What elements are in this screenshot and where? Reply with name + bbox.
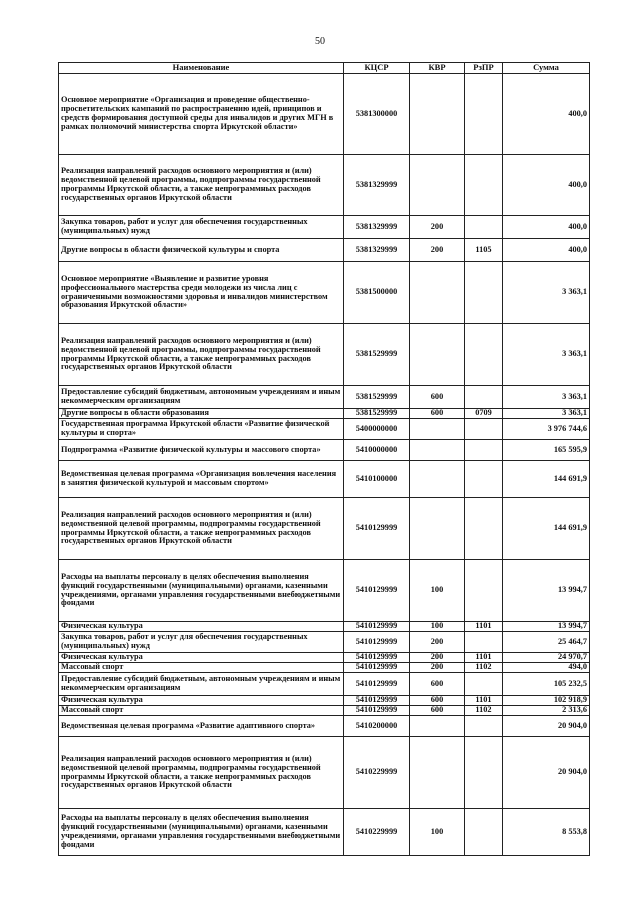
- table-body: [59, 74, 590, 856]
- row-sum: 144 691,9: [503, 461, 590, 498]
- budget-table: [58, 62, 590, 856]
- row-kvr: [410, 737, 465, 809]
- table-row: [59, 809, 590, 856]
- row-rzpr: [465, 74, 503, 155]
- row-code: 5410129999: [344, 498, 410, 560]
- table-row: [59, 653, 590, 663]
- table-row: [59, 262, 590, 324]
- row-name: Массовый спорт: [59, 706, 344, 716]
- header-kvr: КВР: [410, 63, 465, 74]
- row-code: 5381300000: [344, 74, 410, 155]
- table-row: [59, 737, 590, 809]
- row-code: 5400000000: [344, 419, 410, 440]
- row-name: Предоставление субсидий бюджетным, автономным учреждениям и иным некоммерческим организациям: [59, 673, 344, 696]
- row-code: 5410129999: [344, 696, 410, 706]
- row-sum: 3 363,1: [503, 386, 590, 409]
- row-name: Реализация направлений расходов основного мероприятия и (или) ведомственной целевой программы, подпрограммы государственной программы Иркутской области, а также непрограммных расходов государственных органов Иркутской области: [59, 737, 344, 809]
- row-kvr: 600: [410, 706, 465, 716]
- row-code: 5410100000: [344, 461, 410, 498]
- row-rzpr: 0709: [465, 409, 503, 419]
- row-code: 5381500000: [344, 262, 410, 324]
- row-sum: 400,0: [503, 74, 590, 155]
- row-name: Ведомственная целевая программа «Развитие адаптивного спорта»: [59, 716, 344, 737]
- row-rzpr: [465, 673, 503, 696]
- row-sum: 8 553,8: [503, 809, 590, 856]
- header-sum: Сумма: [503, 63, 590, 74]
- row-name: Основное мероприятие «Организация и проведение общественно-просветительских кампаний по распространению идей, принципов и средств формирования доступной среды для инвалидов и других МГН в рамках полномочий министерства спорта Иркутской области»: [59, 74, 344, 155]
- row-name: Закупка товаров, работ и услуг для обеспечения государственных (муниципальных) нужд: [59, 216, 344, 239]
- table-row: [59, 386, 590, 409]
- row-sum: 400,0: [503, 216, 590, 239]
- row-kvr: [410, 324, 465, 386]
- row-name: Реализация направлений расходов основного мероприятия и (или) ведомственной целевой программы, подпрограммы государственной программы Иркутской области, а также непрограммных расходов государственных органов Иркутской области: [59, 324, 344, 386]
- row-sum: 400,0: [503, 239, 590, 262]
- row-rzpr: [465, 461, 503, 498]
- row-code: 5410129999: [344, 622, 410, 632]
- row-kvr: 200: [410, 663, 465, 673]
- header-rzpr: РзПР: [465, 63, 503, 74]
- row-code: 5410129999: [344, 632, 410, 653]
- row-name: Ведомственная целевая программа «Организация вовлечения населения в занятия физической культурой и массовым спортом»: [59, 461, 344, 498]
- row-name: Государственная программа Иркутской области «Развитие физической культуры и спорта»: [59, 419, 344, 440]
- row-sum: 3 363,1: [503, 324, 590, 386]
- row-sum: 3 976 744,6: [503, 419, 590, 440]
- row-kvr: 600: [410, 409, 465, 419]
- row-kvr: [410, 716, 465, 737]
- row-kvr: 100: [410, 560, 465, 622]
- row-rzpr: [465, 155, 503, 216]
- row-kvr: 200: [410, 239, 465, 262]
- row-code: 5381529999: [344, 409, 410, 419]
- row-name: Закупка товаров, работ и услуг для обеспечения государственных (муниципальных) нужд: [59, 632, 344, 653]
- row-rzpr: 1101: [465, 622, 503, 632]
- row-sum: 20 904,0: [503, 737, 590, 809]
- row-kvr: 200: [410, 216, 465, 239]
- page-number: 50: [315, 36, 325, 47]
- row-code: 5410229999: [344, 737, 410, 809]
- row-name: Подпрограмма «Развитие физической культуры и массового спорта»: [59, 440, 344, 461]
- row-code: 5410129999: [344, 560, 410, 622]
- row-rzpr: 1101: [465, 653, 503, 663]
- row-name: Расходы на выплаты персоналу в целях обеспечения выполнения функций государственными (муниципальными) органами, казенными учреждениями, органами управления государственными внебюджетными фондами: [59, 560, 344, 622]
- row-rzpr: [465, 216, 503, 239]
- row-name: Реализация направлений расходов основного мероприятия и (или) ведомственной целевой программы, подпрограммы государственной программы Иркутской области, а также непрограммных расходов государственных органов Иркутской области: [59, 155, 344, 216]
- row-rzpr: [465, 737, 503, 809]
- table-row: [59, 324, 590, 386]
- row-kvr: 100: [410, 809, 465, 856]
- table-row: [59, 622, 590, 632]
- row-name: Реализация направлений расходов основного мероприятия и (или) ведомственной целевой программы, подпрограммы государственной программы Иркутской области, а также непрограммных расходов государственных органов Иркутской области: [59, 498, 344, 560]
- row-name: Основное мероприятие «Выявление и развитие уровня профессионального мастерства среди молодежи из числа лиц с ограниченными возможностями здоровья и инвалидов министерством образования Иркутской области»: [59, 262, 344, 324]
- row-code: 5381329999: [344, 155, 410, 216]
- table-row: [59, 461, 590, 498]
- row-rzpr: [465, 498, 503, 560]
- row-name: Физическая культура: [59, 653, 344, 663]
- row-sum: 105 232,5: [503, 673, 590, 696]
- row-code: 5410000000: [344, 440, 410, 461]
- row-rzpr: [465, 440, 503, 461]
- row-name: Физическая культура: [59, 622, 344, 632]
- table-row: [59, 560, 590, 622]
- row-code: 5410129999: [344, 653, 410, 663]
- table-row: [59, 74, 590, 155]
- row-code: 5410129999: [344, 663, 410, 673]
- row-sum: 102 918,9: [503, 696, 590, 706]
- row-kvr: [410, 155, 465, 216]
- table-row: [59, 632, 590, 653]
- row-kvr: [410, 262, 465, 324]
- row-sum: 13 994,7: [503, 560, 590, 622]
- row-rzpr: [465, 262, 503, 324]
- table-row: [59, 239, 590, 262]
- row-code: 5381329999: [344, 216, 410, 239]
- row-rzpr: [465, 386, 503, 409]
- row-kvr: 600: [410, 696, 465, 706]
- row-code: 5381529999: [344, 324, 410, 386]
- row-name: Другие вопросы в области физической культуры и спорта: [59, 239, 344, 262]
- row-kvr: [410, 440, 465, 461]
- row-rzpr: 1101: [465, 696, 503, 706]
- row-rzpr: [465, 560, 503, 622]
- row-rzpr: 1102: [465, 706, 503, 716]
- row-code: 5410129999: [344, 673, 410, 696]
- table-row: [59, 155, 590, 216]
- row-sum: 400,0: [503, 155, 590, 216]
- row-kvr: [410, 498, 465, 560]
- header-name: Наименование: [59, 63, 344, 74]
- row-code: 5381329999: [344, 239, 410, 262]
- row-rzpr: [465, 716, 503, 737]
- row-kvr: 600: [410, 386, 465, 409]
- row-kvr: [410, 461, 465, 498]
- row-code: 5381529999: [344, 386, 410, 409]
- row-rzpr: 1102: [465, 663, 503, 673]
- row-name: Расходы на выплаты персоналу в целях обеспечения выполнения функций государственными (муниципальными) органами, казенными учреждениями, органами управления государственными внебюджетными фондами: [59, 809, 344, 856]
- table-row: [59, 663, 590, 673]
- row-kvr: 600: [410, 673, 465, 696]
- row-name: Предоставление субсидий бюджетным, автономным учреждениям и иным некоммерческим организациям: [59, 386, 344, 409]
- row-sum: 165 595,9: [503, 440, 590, 461]
- table-row: [59, 706, 590, 716]
- table-row: [59, 716, 590, 737]
- row-rzpr: [465, 809, 503, 856]
- row-kvr: [410, 419, 465, 440]
- row-code: 5410229999: [344, 809, 410, 856]
- header-code: КЦСР: [344, 63, 410, 74]
- row-kvr: [410, 74, 465, 155]
- row-kvr: 200: [410, 632, 465, 653]
- row-name: Другие вопросы в области образования: [59, 409, 344, 419]
- row-rzpr: [465, 324, 503, 386]
- row-sum: 13 994,7: [503, 622, 590, 632]
- table-row: [59, 498, 590, 560]
- table-row: [59, 409, 590, 419]
- table-row: [59, 440, 590, 461]
- row-rzpr: 1105: [465, 239, 503, 262]
- row-sum: 25 464,7: [503, 632, 590, 653]
- table-row: [59, 419, 590, 440]
- row-sum: 3 363,1: [503, 262, 590, 324]
- row-code: 5410200000: [344, 716, 410, 737]
- row-sum: 494,0: [503, 663, 590, 673]
- table-row: [59, 673, 590, 696]
- row-rzpr: [465, 419, 503, 440]
- row-sum: 20 904,0: [503, 716, 590, 737]
- table-row: [59, 696, 590, 706]
- row-sum: 24 970,7: [503, 653, 590, 663]
- row-sum: 144 691,9: [503, 498, 590, 560]
- row-code: 5410129999: [344, 706, 410, 716]
- row-kvr: 100: [410, 622, 465, 632]
- row-name: Массовый спорт: [59, 663, 344, 673]
- table-row: [59, 216, 590, 239]
- row-rzpr: [465, 632, 503, 653]
- row-sum: 2 313,6: [503, 706, 590, 716]
- row-sum: 3 363,1: [503, 409, 590, 419]
- table-header-row: [59, 63, 590, 74]
- row-kvr: 200: [410, 653, 465, 663]
- row-name: Физическая культура: [59, 696, 344, 706]
